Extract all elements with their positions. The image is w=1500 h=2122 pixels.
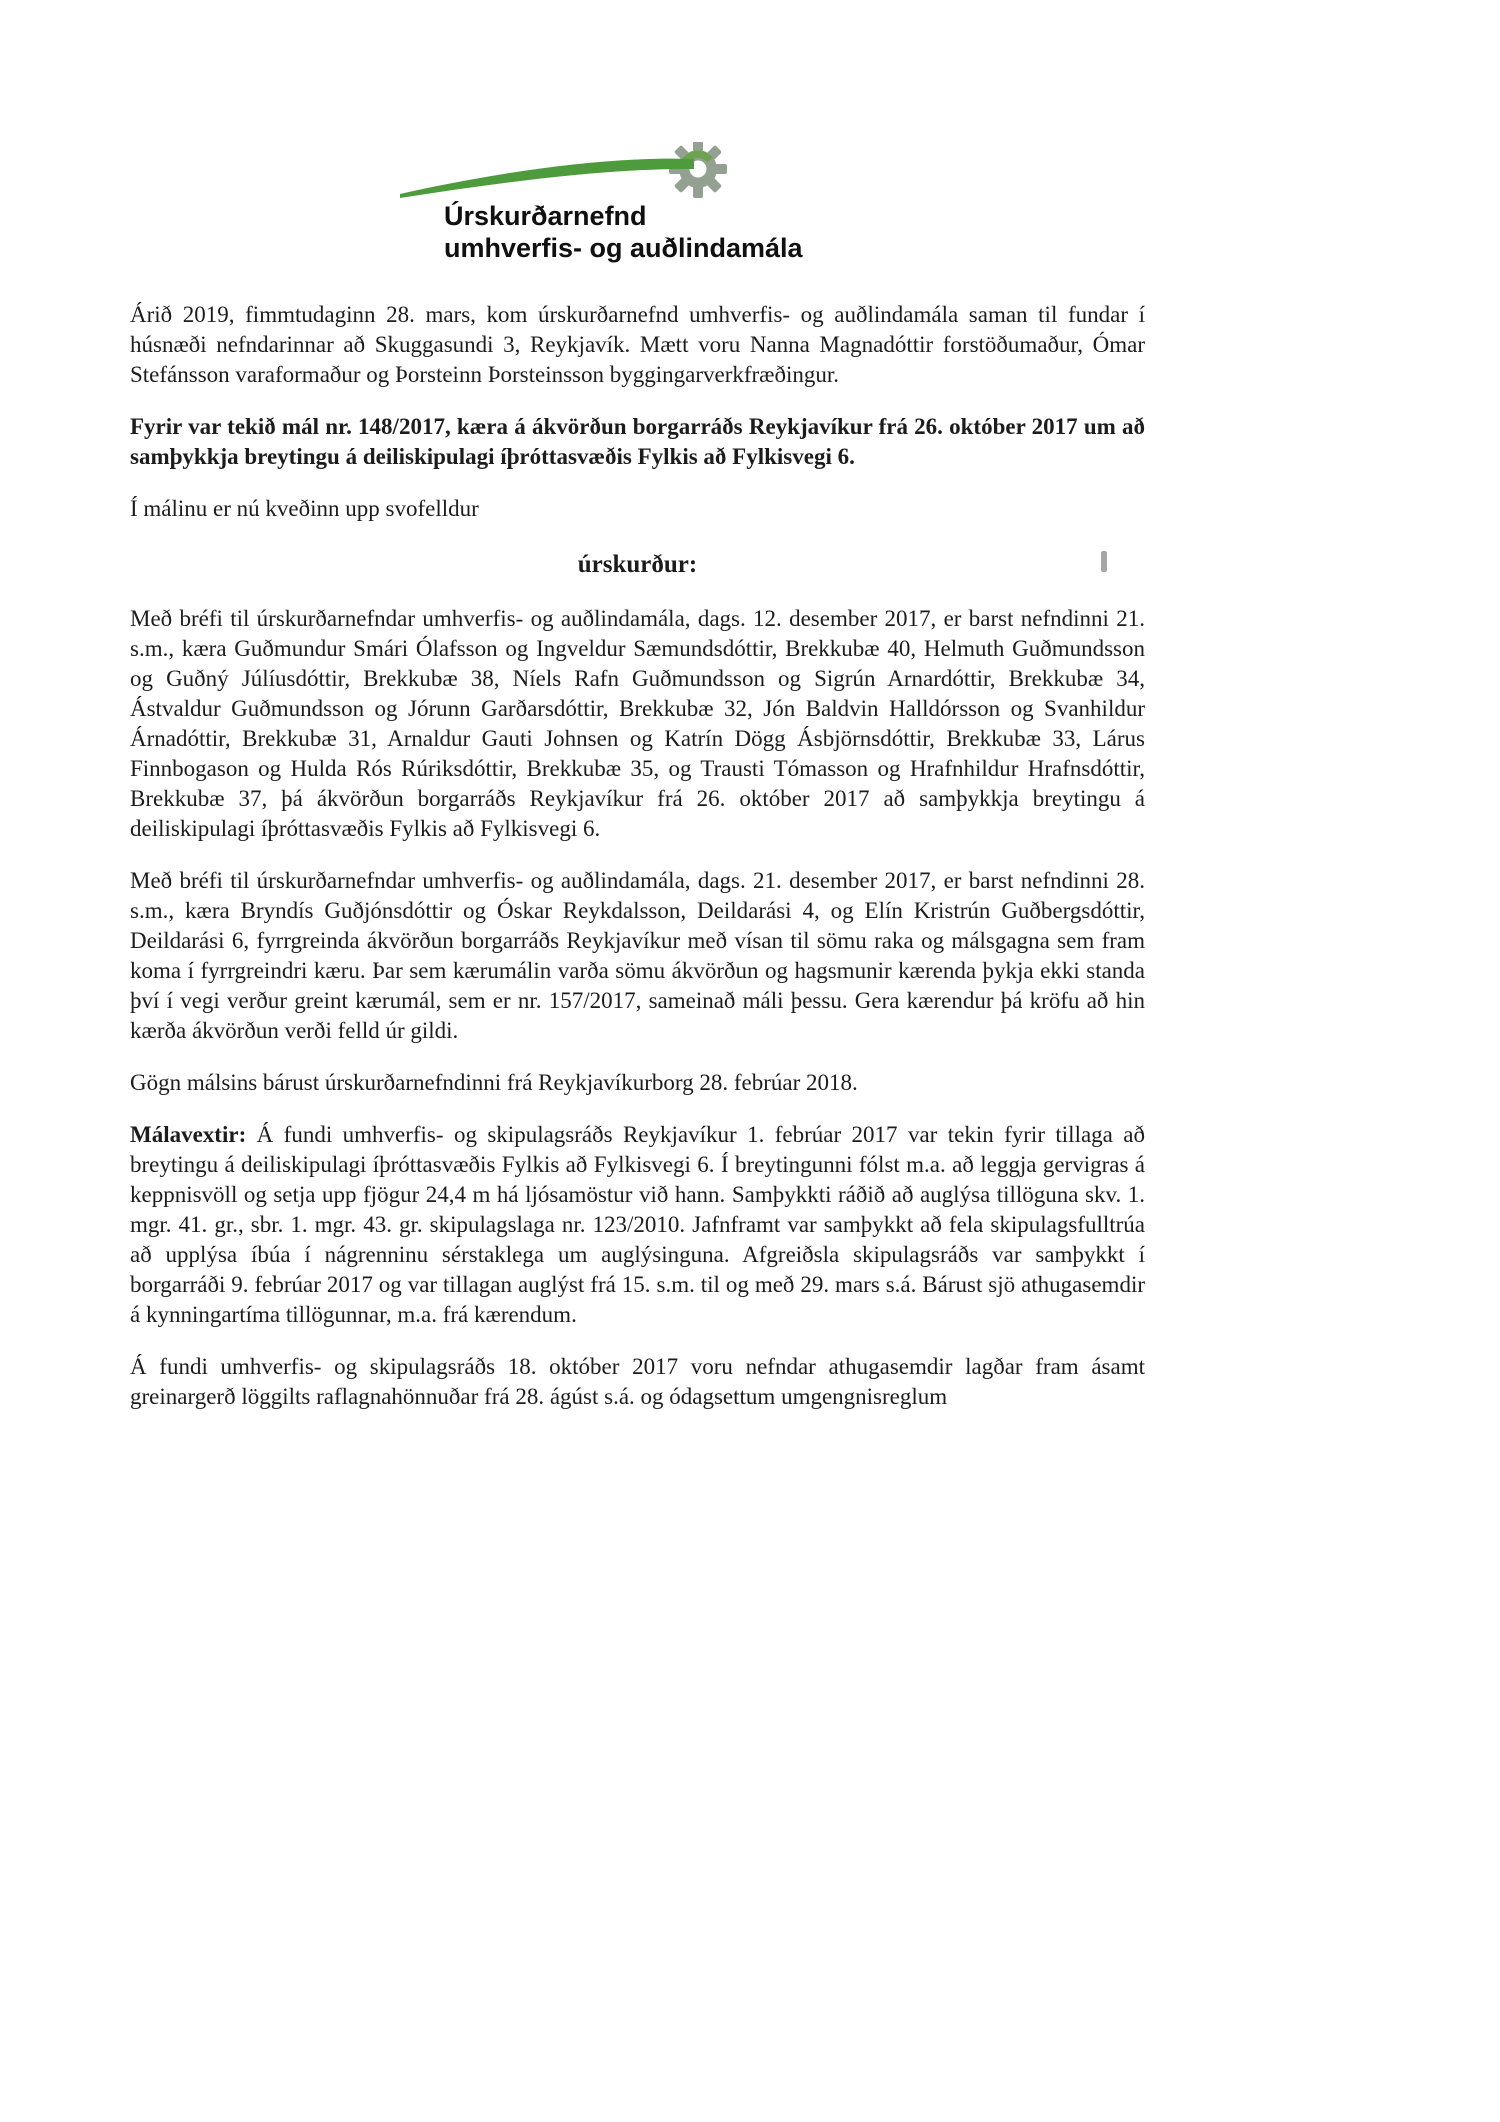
- logo-org-subname: umhverfis- og auðlindamála: [444, 233, 803, 263]
- scan-artifact: [1101, 551, 1107, 572]
- paragraph: Gögn málsins bárust úrskurðarnefndinni frá Reykjavíkurborg 28. febrúar 2018.: [130, 1070, 858, 1095]
- paragraph: Fyrir var tekið mál nr. 148/2017, kæra á ákvörðun borgarráðs Reykjavíkur frá 26. október 2017 um að samþykkja breytingu á deiliskipulagi íþróttasvæðis Fylkis að Fylkisvegi 6.: [130, 414, 1145, 469]
- section-heading: úrskurður:: [577, 551, 698, 578]
- paragraph: Í málinu er nú kveðinn upp svofelldur: [130, 496, 479, 521]
- paragraph: Á fundi umhverfis- og skipulagsráðs 18. október 2017 voru nefndar athugasemdir lagðar fram ásamt greinargerð löggilts raflagnahönnuðar frá 28. ágúst s.á. og ódagsettum umgengnisreglum: [130, 1354, 1145, 1409]
- logo-org-name: Úrskurðarnefnd: [444, 201, 647, 231]
- document-body: [130, 300, 1145, 1434]
- gear-icon: [669, 142, 727, 198]
- paragraph-lead-label: Málavextir:: [130, 1122, 247, 1147]
- paragraph: Með bréfi til úrskurðarnefndar umhverfis- og auðlindamála, dags. 12. desember 2017, er barst nefndinni 21. s.m., kæra Guðmundur Smári Ólafsson og Ingveldur Sæmundsdóttir, Brekkubæ 40, Helmuth Guðmundsson og Guðný Júlíusdóttir, Brekkubæ 38, Níels Rafn Guðmundsson og Sigrún Arnardóttir, Brekkubæ 34, Ástvaldur Guðmundsson og Jórunn Garðarsdóttir, Brekkubæ 32, Jón Baldvin Halldórsson og Svanhildur Árnadóttir, Brekkubæ 31, Arnaldur Gauti Johnsen og Katrín Dögg Ásbjörnsdóttir, Brekkubæ 33, Lárus Finnbogason og Hulda Rós Rúriksdóttir, Brekkubæ 35, og Trausti Tómasson og Hrafnhildur Hrafnsdóttir, Brekkubæ 37, þá ákvörðun borgarráðs Reykjavíkur frá 26. október 2017 að samþykkja breytingu á deiliskipulagi íþróttasvæðis Fylkis að Fylkisvegi 6.: [130, 606, 1145, 841]
- paragraph: Málavextir: Á fundi umhverfis- og skipulagsráðs Reykjavíkur 1. febrúar 2017 var tekin fyrir tillaga að breytingu á deiliskipulagi íþróttasvæðis Fylkis að Fylkisvegi 6. Í breytingunni fólst m.a. að leggja gervigras á keppnisvöll og setja upp fjögur 24,4 m há ljósamöstur við hann. Samþykkti ráðið að auglýsa tillöguna skv. 1. mgr. 41. gr., sbr. 1. mgr. 43. gr. skipulagslaga nr. 123/2010. Jafnframt var samþykkt að fela skipulagsfulltrúa að upplýsa íbúa í nágrenninu sérstaklega um auglýsinguna. Afgreiðsla skipulagsráðs var samþykkt í borgarráði 9. febrúar 2017 og var tillagan auglýst frá 15. s.m. til og með 29. mars s.á. Bárust sjö athugasemdir á kynningartíma tillögunnar, m.a. frá kærendum.: [130, 1122, 1145, 1327]
- paragraph: Árið 2019, fimmtudaginn 28. mars, kom úrskurðarnefnd umhverfis- og auðlindamála saman til fundar í húsnæði nefndarinnar að Skuggasundi 3, Reykjavík. Mætt voru Nanna Magnadóttir forstöðumaður, Ómar Stefánsson varaformaður og Þorsteinn Þorsteinsson byggingarverkfræðingur.: [130, 302, 1145, 387]
- swoosh-shape: [400, 159, 694, 198]
- swoosh-gear-icon: [398, 142, 742, 206]
- paragraph: Með bréfi til úrskurðarnefndar umhverfis- og auðlindamála, dags. 21. desember 2017, er barst nefndinni 28. s.m., kæra Bryndís Guðjónsdóttir og Óskar Reykdalsson, Deildarási 4, og Elín Kristrún Guðbergsdóttir, Deildarási 6, fyrrgreinda ákvörðun borgarráðs Reykjavíkur með vísan til sömu raka og málsgagna sem fram koma í fyrrgreindri kæru. Þar sem kærumálin varða sömu ákvörðun og hagsmunir kærenda þykja ekki standa því í vegi verður greint kærumál, sem er nr. 157/2017, sameinað máli þessu. Gera kærendur þá kröfu að hin kærða ákvörðun verði felld úr gildi.: [130, 868, 1145, 1043]
- letterhead-logo: [398, 142, 803, 264]
